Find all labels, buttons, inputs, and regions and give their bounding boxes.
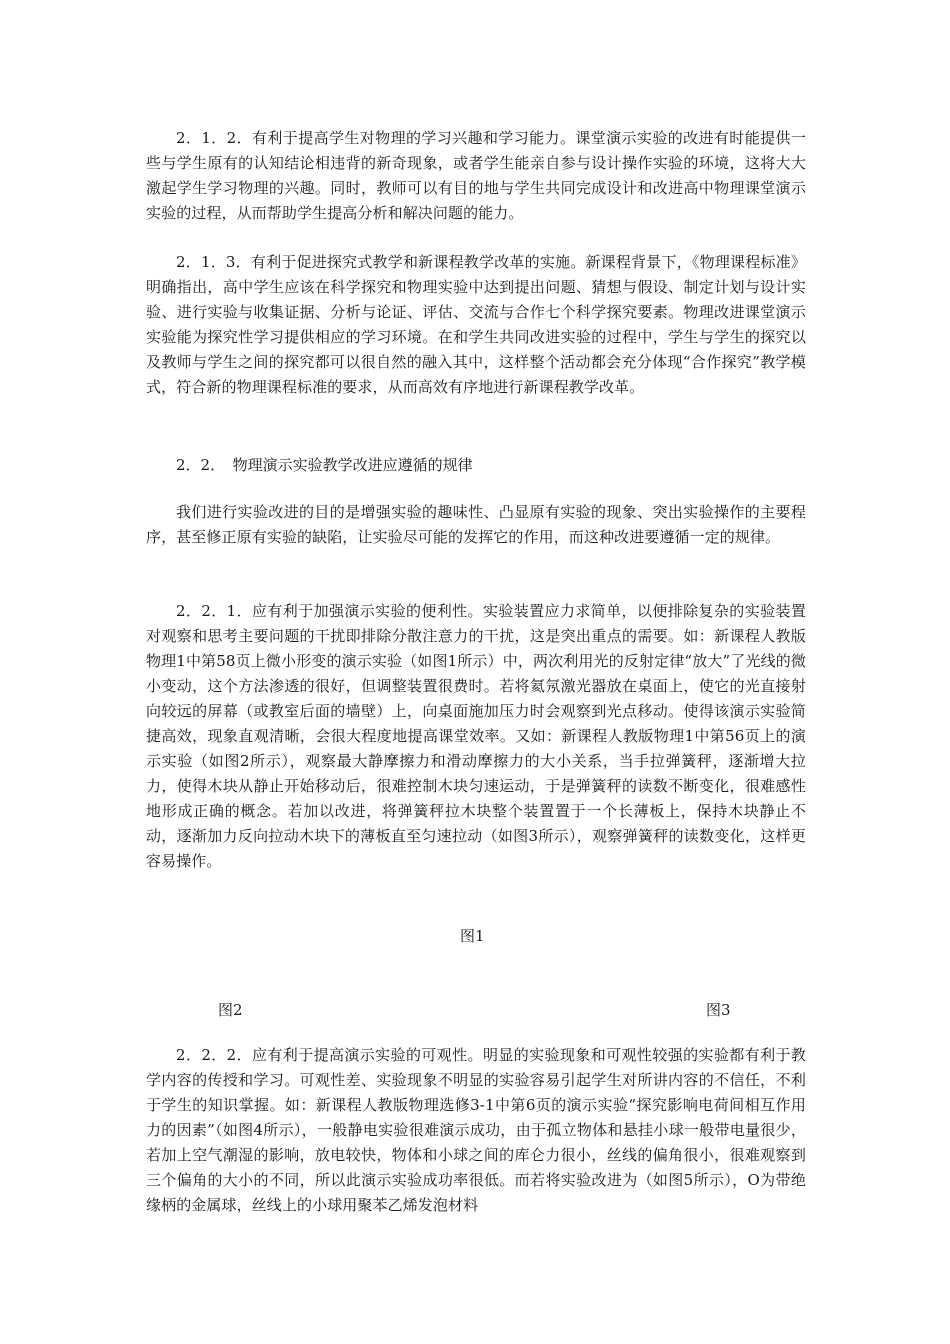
section-heading-2-2: 2．2． 物理演示实验教学改进应遵循的规律 <box>176 456 473 474</box>
paragraph-2-1-3: 2．1．3．有利于促进探究式教学和新课程教学改革的实施。新课程背景下，《物理课程标准》明确指出，高中学生应该在科学探究和物理实验中达到提出问题、猜想与假设、制定计划与设计实验、进行实验与收集证据、分析与论证、评估、交流与合作七个科学探究要素。物理改进课堂演示实验能为探究性学习提供相应的学习环境。在和学生共同改进实验的过程中，学生与学生的探究以及教师与学生之间的探究都可以很自然的融入其中，这样整个活动都会充分体现“合作探究”教学模式，符合新的物理课程标准的要求，从而高效有序地进行新课程教学改革。 <box>146 253 806 396</box>
figure-2-caption: 图2 <box>218 1001 243 1019</box>
figure-3-caption: 图3 <box>706 1001 731 1019</box>
figure-1-caption: 图1 <box>460 927 485 945</box>
paragraph-2-2-1: 2．2．1．应有利于加强演示实验的便利性。实验装置应力求简单，以便排除复杂的实验装置对观察和思考主要问题的干扰即排除分散注意力的干扰，这是突出重点的需要。如：新课程人教版物理1中第58页上微小形变的演示实验（如图1所示）中，两次利用光的反射定律“放大”了光线的微小变动，这个方法渗透的很好，但调整装置很费时。若将氦氖激光器放在桌面上，使它的光直接射向较远的屏幕（或教室后面的墙壁）上，向桌面施加压力时会观察到光点移动。使得该演示实验简捷高效，现象直观清晰，会很大程度地提高课堂效率。又如：新课程人教版物理1中第56页上的演示实验（如图2所示），观察最大静摩擦力和滑动摩擦力的大小关系，当手拉弹簧秤，逐渐增大拉力，使得木块从静止开始移动后，很难控制木块匀速运动，于是弹簧秤的读数不断变化，很难感性地形成正确的概念。若加以改进，将弹簧秤拉木块整个装置置于一个长薄板上，保持木块静止不动，逐渐加力反向拉动木块下的薄板直至匀速拉动（如图3所示），观察弹簧秤的读数变化，这样更容易操作。 <box>146 602 806 870</box>
paragraph-2-1-2: 2．1．2．有利于提高学生对物理的学习兴趣和学习能力。课堂演示实验的改进有时能提供一些与学生原有的认知结论相违背的新奇现象，或者学生能亲自参与设计操作实验的环境，这将大大激起学生学习物理的兴趣。同时，教师可以有目的地与学生共同完成设计和改进高中物理课堂演示实验的过程，从而帮助学生提高分析和解决问题的能力。 <box>146 129 806 222</box>
paragraph-intro: 我们进行实验改进的目的是增强实验的趣味性、凸显原有实验的现象、突出实验操作的主要程序，甚至修正原有实验的缺陷，让实验尽可能的发挥它的作用，而这种改进要遵循一定的规律。 <box>146 503 806 546</box>
paragraph-2-2-2: 2．2．2．应有利于提高演示实验的可观性。明显的实验现象和可观性较强的实验都有利于教学内容的传授和学习。可观性差、实验现象不明显的实验容易引起学生对所讲内容的不信任，不利于学生的知识掌握。如：新课程人教版物理选修3-1中第6页的演示实验“探究影响电荷间相互作用力的因素”（如图4所示），一般静电实验很难演示成功，由于孤立物体和悬挂小球一般带电量很少，若加上空气潮湿的影响，放电较快，物体和小球之间的库仑力很小，丝线的偏角很小，很难观察到三个偏角的大小的不同，所以此演示实验成功率很低。而若将实验改进为（如图5所示），O为带绝缘柄的金属球，丝线上的小球用聚苯乙烯发泡材料 <box>146 1046 806 1214</box>
